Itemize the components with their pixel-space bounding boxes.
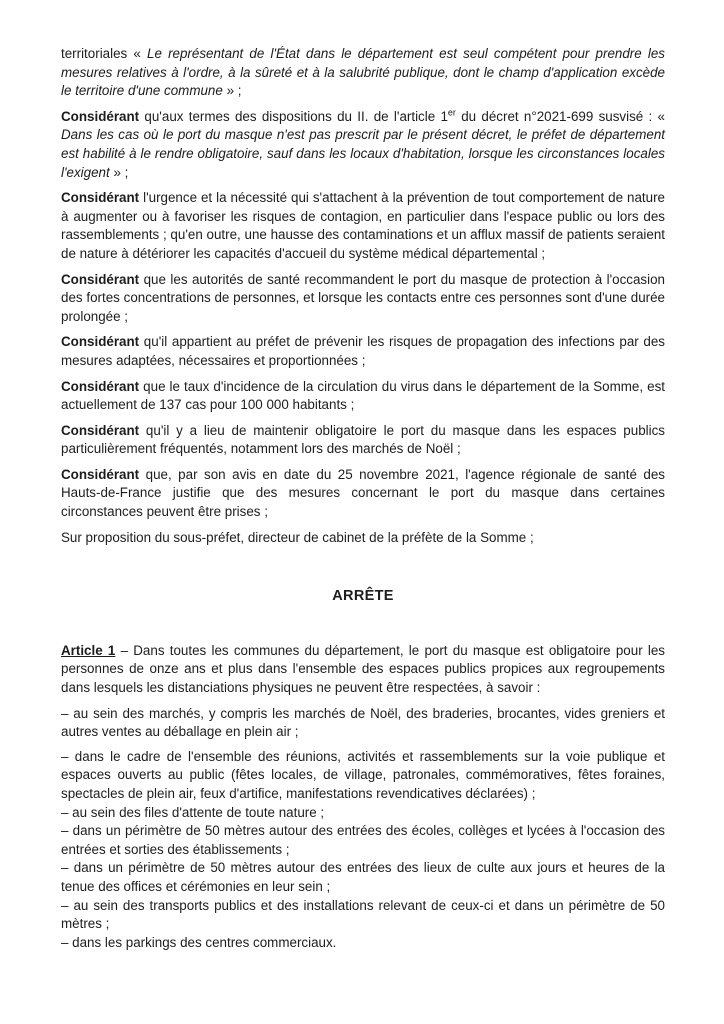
consideration-paragraph — [61, 422, 665, 459]
paragraph-text: qu'il y a lieu de maintenir obligatoire le port du masque dans les espaces publics particulièrement fréquentés, notamment lors des marchés de Noël ; — [61, 422, 665, 457]
quoted-text: Le représentant de l'État dans le département est seul compétent pour prendre les mesures relatives à l'ordre, à la sûreté et à la salubrité publique, dont le champ d'application excède le territoire d'une commune — [61, 46, 665, 99]
list-item: – dans un périmètre de 50 mètres autour des entrées des lieux de culte aux jours et heures de la tenue des offices et cérémonies en leur sein ; — [61, 860, 665, 894]
consideration-paragraph — [61, 189, 665, 263]
consideration-paragraph — [61, 108, 665, 182]
paragraph-text: qu'aux termes des dispositions du II. de l'article 1 — [139, 108, 448, 124]
paragraph-text: que les autorités de santé recommandent le port du masque de protection à l'occasion des fortes concentrations de personnes, et lorsque les contacts entre ces personnes sont d'une durée prolongée ; — [61, 271, 665, 324]
list-item: – dans le cadre de l'ensemble des réunions, activités et rassemblements sur la voie publique et espaces ouverts au public (fêtes locales, de village, patronales, commémoratives, fêtes foraines, spectacles de plein air, feux d'artifice, manifestations revendicatives déclarées) ; — [61, 748, 665, 801]
article-intro-text: – Dans toutes les communes du département, le port du masque est obligatoire pour les personnes de onze ans et plus dans l'ensemble des espaces publics propices aux regroupements dans lesquels les distanciations physiques ne peuvent être respectées, à savoir : — [61, 642, 666, 696]
consideration-paragraph — [61, 466, 665, 522]
considerant-keyword: Considérant — [61, 378, 140, 394]
quoted-text: Dans les cas où le port du masque n'est pas prescrit par le présent décret, le préfet de département est habilité à le rendre obligatoire, sauf dans les locaux d'habitation, lorsque les circonstances locales l'exigent — [61, 127, 665, 180]
considerant-keyword: Considérant — [61, 466, 140, 482]
considerant-keyword: Considérant — [61, 334, 140, 350]
list-item: – au sein des files d'attente de toute nature ; — [61, 804, 325, 820]
paragraph-text: territoriales « — [61, 46, 148, 61]
superscript: er — [447, 107, 456, 118]
list-item: – au sein des transports publics et des installations relevant de ceux-ci et dans un périmètre de 50 mètres ; — [61, 897, 665, 932]
consideration-paragraph — [61, 45, 665, 101]
considerant-keyword: Considérant — [61, 422, 140, 438]
considerant-keyword: Considérant — [61, 190, 140, 206]
paragraph-text: que le taux d'incidence de la circulation du virus dans le département de la Somme, est actuellement de 137 cas pour 100 000 habitants ; — [61, 378, 665, 413]
proposal-paragraph: Sur proposition du sous-préfet, directeur de cabinet de la préfète de la Somme ; — [61, 529, 534, 545]
article-1-intro — [61, 642, 665, 698]
consideration-paragraph — [61, 271, 665, 327]
list-item: – dans les parkings des centres commerciaux. — [61, 934, 337, 950]
paragraph-text: l'urgence et la nécessité qui s'attachent à la prévention de tout comportement de nature à augmenter ou à favoriser les risques de contagion, en particulier dans l'espace public ou lors des rassemblements ; qu'en outre, une hausse des contaminations et un afflux massif de patients seraient de nature à détériorer les capacités d'accueil du système médical départemental ; — [61, 190, 665, 261]
paragraph-text: » ; — [222, 83, 242, 99]
paragraph-text: » ; — [109, 164, 129, 180]
list-item: – dans un périmètre de 50 mètres autour des entrées des écoles, collèges et lycées à l'occasion des entrées et sorties des établissements ; — [61, 823, 665, 857]
considerant-keyword: Considérant — [61, 271, 140, 287]
consideration-paragraph — [61, 333, 665, 370]
paragraph-text: qu'il appartient au préfet de prévenir les risques de propagation des infections par des mesures adaptées, nécessaires et proportionnées ; — [61, 334, 665, 368]
paragraph-text: du décret n°2021-699 susvisé : « — [455, 108, 665, 124]
considerant-keyword: Considérant — [61, 108, 140, 124]
article-label: Article 1 — [61, 642, 116, 658]
decree-title: ARRÊTE — [332, 588, 394, 605]
list-item: – au sein des marchés, y compris les marchés de Noël, des braderies, brocantes, vides greniers et autres ventes au déballage en plein air ; — [61, 705, 665, 740]
article-1-list — [61, 705, 665, 953]
consideration-paragraph — [61, 378, 665, 415]
paragraph-text: que, par son avis en date du 25 novembre 2021, l'agence régionale de santé des Hauts-de-France justifie que des mesures concernant le port du masque dans certaines circonstances peuvent être prises ; — [61, 466, 665, 520]
